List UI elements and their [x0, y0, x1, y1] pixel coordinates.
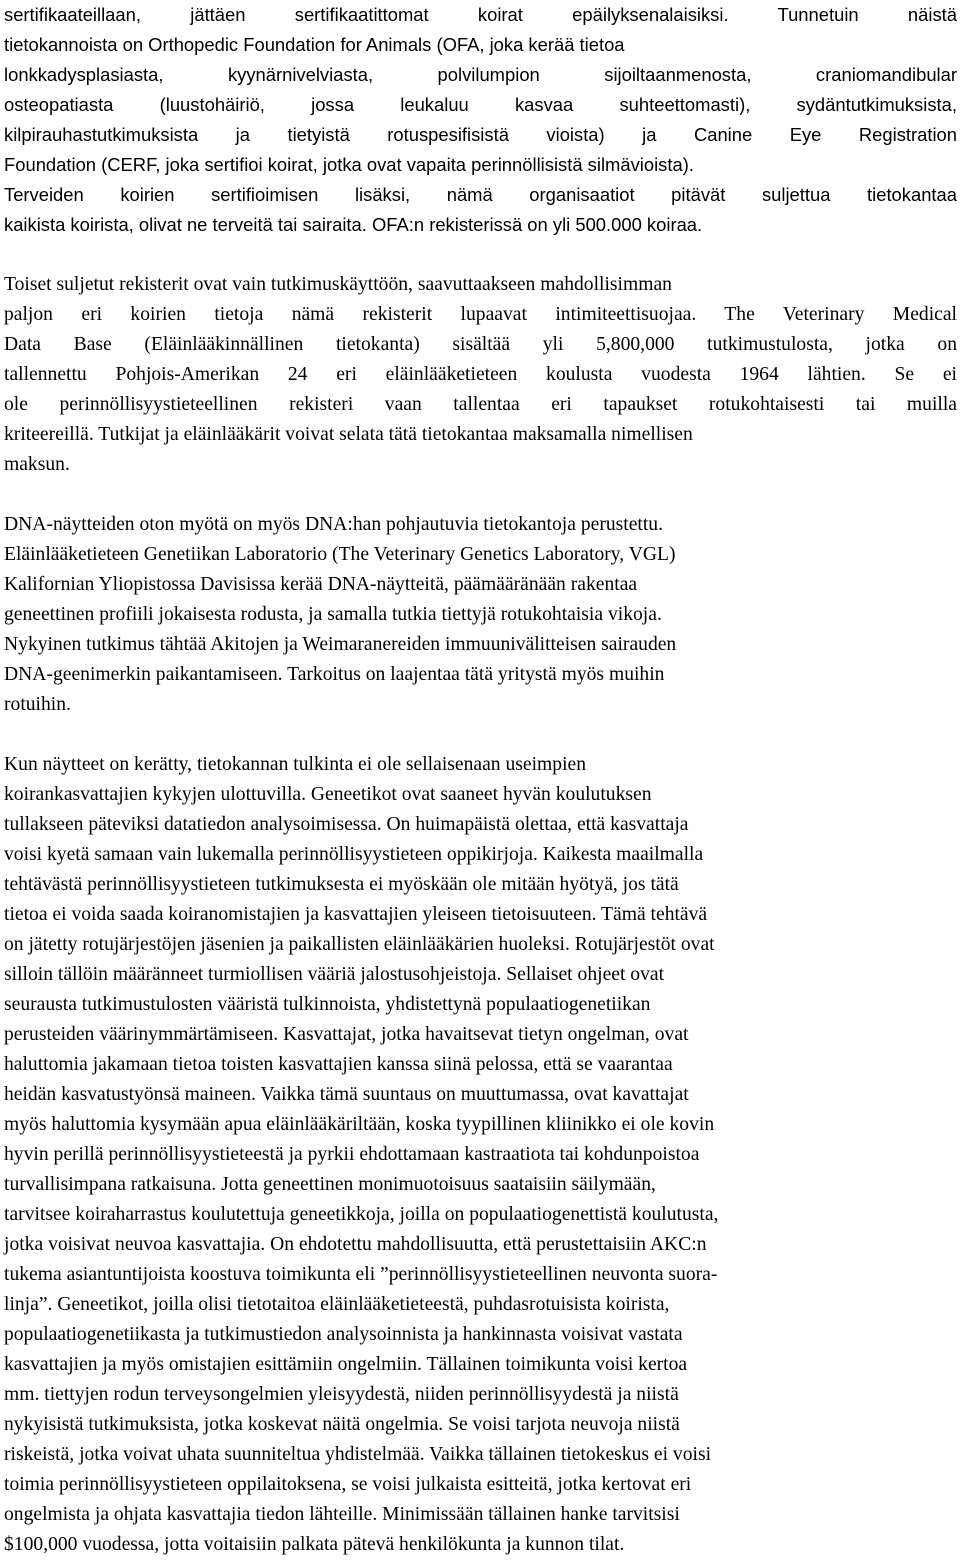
text-line: toimia perinnöllisyystieteen oppilaitoksena, se voisi julkaista esitteitä, jotka kertovat eri: [4, 1474, 692, 1495]
text-line: hyvin perillä perinnöllisyystieteestä ja pyrkii ehdottamaan kastraatiota tai kohdunpoistoa: [4, 1144, 700, 1165]
text-line: kaikista koirista, olivat ne terveitä tai sairaita. OFA:n rekisterissä on yli 500.000 koiraa.: [4, 214, 703, 235]
text-line: maksun.: [4, 454, 70, 475]
text-line: nykyisistä tutkimuksista, jotka koskevat näitä ongelmia. Se voisi tarjota neuvoja niistä: [4, 1414, 680, 1435]
text-line: ole perinnöllisyystieteellinen rekisteri vaan tallentaa eri tapaukset rotukohtaisesti tai muilla: [4, 394, 957, 415]
text-line: tukema asiantuntijoista koostuva toimikunta eli ”perinnöllisyystieteellinen neuvonta suora-: [4, 1264, 718, 1285]
text-line: sertifikaateillaan, jättäen sertifikaatittomat koirat epäilyksenalaisiksi. Tunnetuin näistä: [4, 4, 957, 25]
text-line: linja”. Geneetikot, joilla olisi tietotaitoa eläinlääketieteestä, puhdasrotuisista koirista,: [4, 1294, 670, 1315]
text-line: DNA-geenimerkin paikantamiseen. Tarkoitus on laajentaa tätä yritystä myös muihin: [4, 664, 665, 685]
paragraph-registries: [4, 0, 957, 240]
text-line: riskeistä, jotka voivat uhata suunniteltua yhdistelmää. Vaikka tällainen tietokeskus ei voisi: [4, 1444, 712, 1465]
text-line: haluttomia jakamaan tietoa toisten kasvattajien kanssa siinä pelossa, että se vaarantaa: [4, 1054, 673, 1075]
text-line: mm. tiettyjen rodun terveysongelmien yleisyydestä, niiden perinnöllisyydestä ja niistä: [4, 1384, 679, 1405]
text-line: voisi kyetä samaan vain lukemalla perinnöllisyystieteen oppikirjoja. Kaikesta maailmalla: [4, 844, 704, 865]
paragraph-interpretation: [4, 750, 957, 1560]
text-line: lonkkadysplasiasta, kyynärnivelviasta, polvilumpion sijoiltaanmenosta, craniomandibular: [4, 64, 957, 85]
text-line: tarvitsee koiraharrastus koulutettuja geneetikkoja, joilla on populaatiogenettistä koulutusta,: [4, 1204, 719, 1225]
text-line: myös haluttomia kysymään apua eläinlääkäriltään, koska tyypillinen kliinikko ei ole kovin: [4, 1114, 715, 1135]
paragraph-dna-databases: [4, 510, 957, 720]
text-line: osteopatiasta (luustohäiriö, jossa leukaluu kasvaa suhteettomasti), sydäntutkimuksista,: [4, 94, 957, 115]
text-line: kilpirauhastutkimuksista ja tietyistä rotuspesifisistä vioista) ja Canine Eye Registration: [4, 124, 957, 145]
text-line: Toiset suljetut rekisterit ovat vain tutkimuskäyttöön, saavuttaakseen mahdollisimman: [4, 274, 672, 295]
text-line: paljon eri koirien tietoja nämä rekisterit lupaavat intimiteettisuojaa. The Veterinary Medical: [4, 304, 957, 325]
text-line: Kun näytteet on kerätty, tietokannan tulkinta ei ole sellaisenaan useimpien: [4, 754, 587, 775]
text-line: tietokannoista on Orthopedic Foundation for Animals (OFA, joka kerää tietoa: [4, 34, 625, 55]
text-line: koirankasvattajien kykyjen ulottuvilla. Geneetikot ovat saaneet hyvän koulutuksen: [4, 784, 652, 805]
text-line: geneettinen profiili jokaisesta rodusta, ja samalla tutkia tiettyjä rotukohtaisia vikoja.: [4, 604, 662, 625]
text-line: Eläinlääketieteen Genetiikan Laboratorio (The Veterinary Genetics Laboratory, VGL): [4, 544, 676, 565]
paragraph-gap: [4, 240, 957, 270]
text-line: ongelmista ja ohjata kasvattajia tiedon lähteille. Minimissään tällainen hanke tarvitsisi: [4, 1504, 680, 1525]
text-line: on jätetty rotujärjestöjen jäsenien ja paikallisten eläinlääkärien huoleksi. Rotujärjestöt ovat: [4, 934, 715, 955]
paragraph-gap: [4, 480, 957, 510]
text-line: $100,000 vuodessa, jotta voitaisiin palkata pätevä henkilökunta ja kunnon tilat.: [4, 1534, 625, 1555]
text-line: Foundation (CERF, joka sertifioi koirat, jotka ovat vapaita perinnöllisistä silmävioista).: [4, 154, 694, 175]
text-line: perusteiden väärinymmärtämiseen. Kasvattajat, jotka havaitsevat tietyn ongelman, ovat: [4, 1024, 689, 1045]
text-line: tallennettu Pohjois-Amerikan 24 eri eläinlääketieteen koulusta vuodesta 1964 lähtien. Se ei: [4, 364, 957, 385]
text-line: kriteereillä. Tutkijat ja eläinlääkärit voivat selata tätä tietokantaa maksamalla nimellisen: [4, 424, 693, 445]
text-line: tehtävästä perinnöllisyystieteen tutkimuksesta ei myöskään ole mitään hyötyä, jos tätä: [4, 874, 679, 895]
text-line: turvallisimpana ratkaisuna. Jotta geneettinen monimuotoisuus saataisiin säilymään,: [4, 1174, 656, 1195]
text-line: tullakseen päteviksi datatiedon analysoimisessa. On huimapäistä olettaa, että kasvattaja: [4, 814, 689, 835]
text-line: rotuihin.: [4, 694, 71, 715]
text-line: silloin tällöin määränneet turmiollisen vääriä jalostusohjeistoja. Sellaiset ohjeet ovat: [4, 964, 665, 985]
text-line: kasvattajien ja myös omistajien esittämiin ongelmiin. Tällainen toimikunta voisi kertoa: [4, 1354, 688, 1375]
text-line: Data Base (Eläinlääkinnällinen tietokanta) sisältää yli 5,800,000 tutkimustulosta, jotka on: [4, 334, 957, 355]
text-line: seurausta tutkimustulosten vääristä tulkinnoista, yhdistettynä populaatiogenetiikan: [4, 994, 651, 1015]
paragraph-gap: [4, 720, 957, 750]
text-line: heidän kasvatustyönsä maineen. Vaikka tämä suuntaus on muuttumassa, ovat kavattajat: [4, 1084, 689, 1105]
text-line: tietoa ei voida saada koiranomistajien ja kasvattajien yleiseen tietoisuuteen. Tämä tehtävä: [4, 904, 708, 925]
text-line: Nykyinen tutkimus tähtää Akitojen ja Weimaranereiden immuunivälitteisen sairauden: [4, 634, 677, 655]
paragraph-closed-registries: [4, 270, 957, 480]
text-line: populaatiogenetiikasta ja tutkimustiedon analysoinnista ja hankinnasta voisivat vastata: [4, 1324, 683, 1345]
text-line: Terveiden koirien sertifioimisen lisäksi, nämä organisaatiot pitävät suljettua tietokantaa: [4, 184, 957, 205]
text-line: jotka voisivat neuvoa kasvattajia. On ehdotettu mahdollisuutta, että perustettaisiin AKC:n: [4, 1234, 707, 1255]
text-line: DNA-näytteiden oton myötä on myös DNA:han pohjautuvia tietokantoja perustettu.: [4, 514, 663, 535]
text-line: Kalifornian Yliopistossa Davisissa kerää DNA-näytteitä, päämääränään rakentaa: [4, 574, 638, 595]
